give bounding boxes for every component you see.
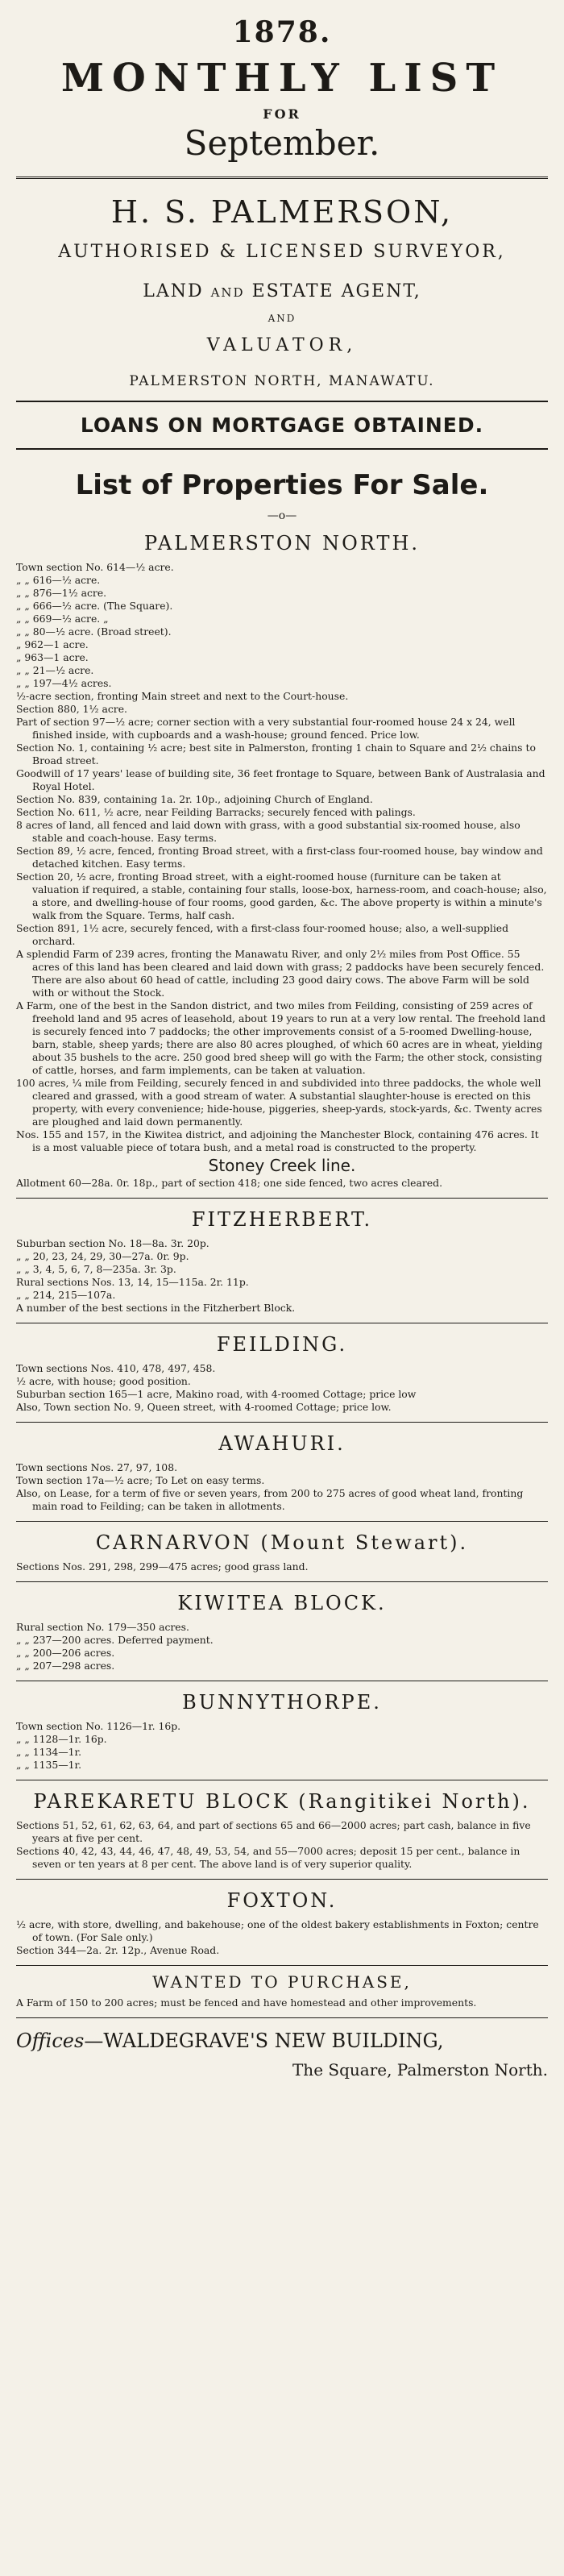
divider [16, 1198, 548, 1199]
list-item: „ 962—1 acre. [16, 638, 89, 650]
list-item: Suburban section 165—1 acre, Makino road, with 4-roomed Cottage; price low [16, 1388, 417, 1400]
section-title: BUNNYTHORPE. [182, 1691, 382, 1714]
list-item: Town sections Nos. 27, 97, 108. [16, 1461, 178, 1473]
divider [16, 1879, 548, 1880]
list-item: Section 344—2a. 2r. 12p., Avenue Road. [16, 1944, 220, 1956]
section-kiwitea [16, 1592, 548, 1672]
divider [16, 1422, 548, 1423]
list-item: Section 89, ½ acre, fenced, fronting Broad street, with a first-class four-roomed house, bay window and detached kitchen. Easy terms. [16, 845, 543, 870]
list-item: 8 acres of land, all fenced and laid down with grass, with a good substantial six-roomed house, also stable and coach-house. Easy terms. [16, 819, 520, 844]
subheading: Stoney Creek line. [208, 1156, 356, 1175]
list-item: „ „ 21—½ acre. [16, 664, 94, 676]
land-word: LAND [143, 281, 204, 301]
list-item: Sections Nos. 291, 298, 299—475 acres; good grass land. [16, 1560, 309, 1573]
list-item: Suburban section No. 18—8a. 3r. 20p. [16, 1237, 209, 1249]
divider [16, 448, 548, 450]
offices-block [16, 2030, 548, 2052]
wanted-block [16, 1972, 548, 2009]
for-label: FOR [263, 106, 301, 122]
list-item: „ „ 876—1½ acre. [16, 587, 107, 599]
document-page [16, 0, 548, 2079]
section-title: AWAHURI. [218, 1432, 346, 1455]
list-item: „ „ 666—½ acre. (The Square). [16, 600, 173, 612]
wanted-text: A Farm of 150 to 200 acres; must be fenced and have homestead and other improvements. [16, 1996, 477, 2009]
list-title: MONTHLY LIST [60, 56, 504, 101]
section-carnarvon [16, 1531, 548, 1573]
list-item: „ „ 237—200 acres. Deferred payment. [16, 1634, 214, 1646]
list-item: Sections 51, 52, 61, 62, 63, 64, and part of sections 65 and 66—2000 acres; part cash, balance in five years at five per cent. [16, 1819, 531, 1844]
section-awahuri [16, 1432, 548, 1513]
list-item: Section No. 839, containing 1a. 2r. 10p., adjoining Church of England. [16, 793, 373, 805]
agent-block [16, 193, 548, 389]
section-feilding [16, 1333, 548, 1414]
list-item: Part of section 97—½ acre; corner section with a very substantial four-roomed house 24 x 24, well finished inside, with cupboards and a wash-house; ground fenced. Price low. [16, 716, 516, 741]
list-item: Also, on Lease, for a term of five or seven years, from 200 to 275 acres of good wheat land, fronting main road to Feilding; can be taken in allotments. [16, 1487, 524, 1512]
list-heading: List of Properties For Sale. [75, 469, 489, 501]
list-item: Town section No. 1126—1r. 16p. [16, 1720, 181, 1732]
section-parekaretu [16, 1790, 548, 1871]
list-item: Sections 40, 42, 43, 44, 46, 47, 48, 49, 53, 54, and 55—7000 acres; deposit 15 per cent., balance in seven or ten years at 8 per cent. The above land is of very superior quality. [16, 1845, 520, 1870]
agent-address: PALMERSTON NORTH, MANAWATU. [129, 373, 435, 389]
section-foxton [16, 1889, 548, 1957]
section-title: PALMERSTON NORTH. [143, 532, 421, 555]
list-item: „ „ 1135—1r. [16, 1759, 82, 1771]
section-bunnythorpe [16, 1691, 548, 1772]
section-title: CARNARVON (Mount Stewart). [95, 1531, 469, 1554]
land-and: AND [210, 285, 245, 300]
list-item: „ „ 3, 4, 5, 6, 7, 8—235a. 3r. 3p. [16, 1263, 176, 1275]
section-title: FEILDING. [216, 1333, 348, 1356]
list-item: „ „ 214, 215—107a. [16, 1289, 116, 1301]
list-item: Town sections Nos. 410, 478, 497, 458. [16, 1362, 216, 1374]
agent-name: H. S. PALMERSON, [110, 194, 454, 230]
list-item: ½ acre, with house; good position. [16, 1375, 191, 1387]
ornament: —o— [267, 509, 297, 522]
list-item: ½-acre section, fronting Main street and next to the Court-house. [16, 690, 349, 702]
list-item: Goodwill of 17 years' lease of building site, 36 feet frontage to Square, between Bank of Australasia and Royal Hotel. [16, 767, 545, 792]
list-item: Allotment 60—28a. 0r. 18p., part of section 418; one side fenced, two acres cleared. [16, 1177, 443, 1189]
list-item: „ 963—1 acre. [16, 651, 89, 663]
offices-address: The Square, Palmerston North. [292, 2060, 548, 2079]
list-item: „ „ 80—½ acre. (Broad street). [16, 625, 172, 638]
divider [16, 1521, 548, 1522]
list-item: „ „ 616—½ acre. [16, 574, 101, 586]
loans-notice: LOANS ON MORTGAGE OBTAINED. [80, 413, 484, 437]
divider [16, 1581, 548, 1582]
list-item: Section 20, ½ acre, fronting Broad street, with a eight-roomed house (furniture can be taken at valuation if required, a stable, containing four stalls, loose-box, harness-room, and coach-house; also, a store, and dwelling-house of four rooms, good garden, &c. The above property is within a minute's walk from the Square. Terms, half cash. [16, 870, 547, 921]
list-item: Section No. 1, containing ½ acre; best site in Palmerston, fronting 1 chain to Square and 2½ chains to Broad street. [16, 742, 536, 767]
agent-profession: AUTHORISED & LICENSED SURVEYOR, [58, 242, 506, 262]
list-item: Section 880, 1½ acre. [16, 703, 127, 715]
offices-building: —WALDEGRAVE'S NEW BUILDING, [84, 2030, 444, 2052]
wanted-title: WANTED TO PURCHASE, [152, 1972, 412, 1992]
list-item: „ „ 669—½ acre. „ [16, 613, 109, 625]
list-item: Rural section No. 179—350 acres. [16, 1621, 189, 1633]
agent-land-estate [16, 281, 548, 301]
section-fitzherbert [16, 1208, 548, 1315]
section-entries [16, 561, 548, 1154]
list-item: Section 891, 1½ acre, securely fenced, with a first-class four-roomed house; also, a well-supplied orchard. [16, 922, 509, 947]
section-title: KIWITEA BLOCK. [177, 1592, 387, 1614]
year: 1878. [232, 15, 332, 49]
divider [16, 1965, 548, 1966]
list-item: „ „ 20, 23, 24, 29, 30—27a. 0r. 9p. [16, 1250, 189, 1262]
list-item: „ „ 1128—1r. 16p. [16, 1733, 107, 1745]
list-item: Rural sections Nos. 13, 14, 15—115a. 2r. 11p. [16, 1276, 249, 1288]
list-item: A Farm, one of the best in the Sandon district, and two miles from Feilding, consisting of 259 acres of freehold land and 95 acres of leasehold, about 19 years to run at a very low rental. The freehold land is securely fenced into 7 paddocks; the other improvements consist of a 5-roomed Dwelling-house, barn, stable, sheep yards; there are also 80 acres ploughed, of which 60 acres are in wheat, yielding about 35 bushels to the acre. 250 good bred sheep will go with the Farm; the other stock, consisting of cattle, horses, and farm implements, can be taken at valuation. [16, 999, 546, 1076]
list-item: ½ acre, with store, dwelling, and bakehouse; one of the oldest bakery establishments in Foxton; centre of town. (For Sale only.) [16, 1918, 539, 1943]
section-title: PAREKARETU BLOCK (Rangitikei North). [33, 1790, 531, 1813]
month: September. [184, 123, 380, 163]
list-item: A splendid Farm of 239 acres, fronting the Manawatu River, and only 2½ miles from Post Office. 55 acres of this land has been cleared and laid down with grass; 2 paddocks have been securely fenced. There are also about 60 head of cattle, including 23 good dairy cows. The above Farm will be sold with or without the Stock. [16, 948, 545, 999]
list-item: „ „ 1134—1r. [16, 1746, 82, 1758]
section-title: FOXTON. [226, 1889, 338, 1912]
divider [16, 2017, 548, 2018]
list-item: Nos. 155 and 157, in the Kiwitea district, and adjoining the Manchester Block, containing 476 acres. It is a most valuable piece of totara bush, and a metal road is constructed to the property. [16, 1128, 539, 1153]
divider [16, 401, 548, 402]
list-item: „ „ 197—4½ acres. [16, 677, 112, 689]
list-item: 100 acres, ¼ mile from Feilding, securely fenced in and subdivided into three paddocks, the whole well cleared and grassed, with a good stream of water. A substantial slaughter-house is erected on this property, with every convenience; hide-house, piggeries, sheep-yards, stock-yards, &c. Twenty acres are ploughed and laid down permanently. [16, 1077, 542, 1128]
section-title: FITZHERBERT. [191, 1208, 373, 1231]
list-item: Town section 17a—½ acre; To Let on easy terms. [16, 1474, 265, 1486]
list-item: Also, Town section No. 9, Queen street, with 4-roomed Cottage; price low. [16, 1401, 392, 1413]
agent-valuator: VALUATOR, [206, 335, 358, 355]
list-item: A number of the best sections in the Fitzherbert Block. [16, 1302, 296, 1314]
section-palmerston-north [16, 532, 548, 1190]
list-item: „ „ 200—206 acres. [16, 1647, 115, 1659]
estate-agent: ESTATE AGENT, [251, 281, 421, 301]
offices-label: Offices [16, 2030, 85, 2052]
and-label: AND [267, 313, 297, 324]
list-item: Town section No. 614—½ acre. [16, 561, 174, 573]
masthead [16, 15, 548, 165]
divider [16, 177, 548, 179]
list-item: Section No. 611, ½ acre, near Feilding Barracks; securely fenced with palings. [16, 806, 416, 818]
list-item: „ „ 207—298 acres. [16, 1660, 115, 1672]
